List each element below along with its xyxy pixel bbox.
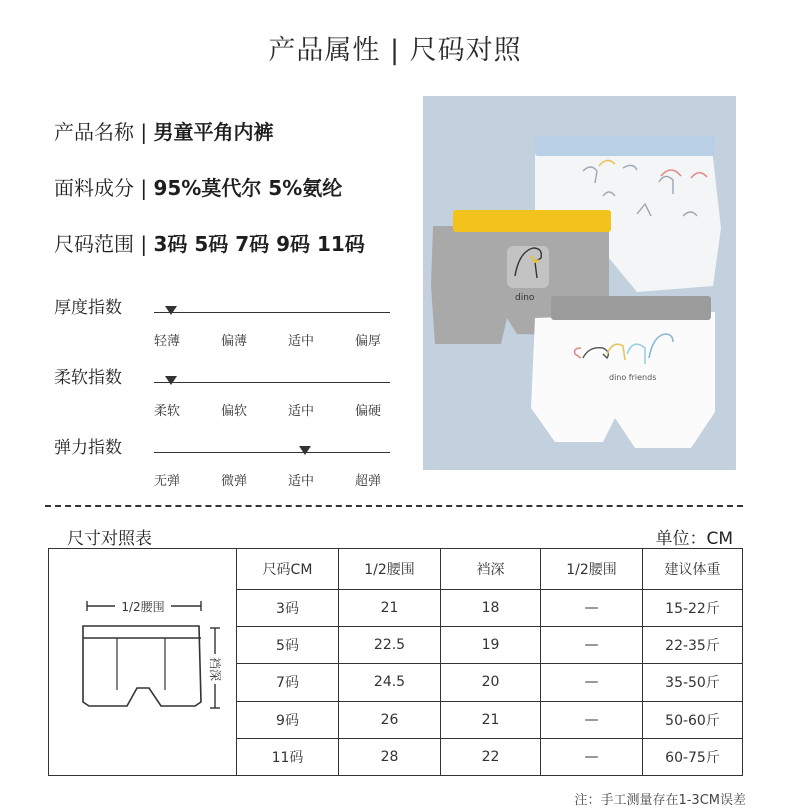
underwear-illustration bbox=[423, 96, 736, 470]
table-cell: 3码 bbox=[237, 590, 339, 627]
scale-tick: 偏软 bbox=[221, 404, 248, 419]
size-diagram-cell bbox=[49, 549, 237, 776]
table-cell: 50-60斤 bbox=[643, 701, 743, 738]
scale-tick: 偏硬 bbox=[355, 404, 382, 419]
table-cell: 18 bbox=[441, 590, 541, 627]
attr-size-range bbox=[54, 228, 365, 257]
scale-tick: 轻薄 bbox=[154, 334, 181, 349]
attr-value: 95%莫代尔 5%氨纶 bbox=[153, 176, 343, 200]
scale-tick: 偏薄 bbox=[221, 334, 248, 349]
scale-tick: 适中 bbox=[288, 404, 315, 419]
scale-softness bbox=[54, 363, 394, 423]
page-title: 产品属性 | 尺码对照 bbox=[268, 35, 522, 66]
scale-pointer-icon bbox=[165, 306, 177, 315]
attr-value: 3码 5码 7码 9码 11码 bbox=[153, 232, 365, 256]
table-cell: 21 bbox=[441, 701, 541, 738]
dino-print-text: dino bbox=[515, 293, 535, 303]
attr-label: 产品名称 | bbox=[54, 120, 154, 144]
scale-pointer-icon bbox=[299, 446, 311, 455]
table-cell: 5码 bbox=[237, 627, 339, 664]
table-cell: 11码 bbox=[237, 738, 339, 775]
diagram-width-label: 1/2腰围 bbox=[120, 600, 165, 614]
table-cell: 22-35斤 bbox=[643, 627, 743, 664]
measurement-note: 注：手工测量存在1-3CM误差 bbox=[574, 793, 746, 808]
column-header: 裆深 bbox=[441, 549, 541, 590]
scale-pointer-icon bbox=[165, 376, 177, 385]
table-cell: 7码 bbox=[237, 664, 339, 701]
column-header: 1/2腰围 bbox=[541, 549, 643, 590]
scale-tick: 超弹 bbox=[355, 474, 382, 489]
table-cell: — bbox=[541, 627, 643, 664]
table-cell: 26 bbox=[339, 701, 441, 738]
product-photo bbox=[423, 96, 736, 470]
scale-line bbox=[154, 312, 390, 313]
scale-tick: 适中 bbox=[288, 474, 315, 489]
scale-tick: 微弹 bbox=[221, 474, 248, 489]
underwear-white-gray bbox=[531, 296, 715, 448]
table-cell: — bbox=[541, 590, 643, 627]
table-cell: 60-75斤 bbox=[643, 738, 743, 775]
column-header: 1/2腰围 bbox=[339, 549, 441, 590]
size-table-title: 尺寸对照表 bbox=[67, 529, 152, 549]
table-cell: 19 bbox=[441, 627, 541, 664]
attr-product-name bbox=[54, 116, 273, 145]
table-cell: — bbox=[541, 664, 643, 701]
attr-fabric bbox=[54, 172, 342, 201]
scale-label: 弹力指数 bbox=[54, 438, 122, 458]
table-cell: 21 bbox=[339, 590, 441, 627]
attr-label: 面料成分 | bbox=[54, 176, 154, 200]
table-cell: 22.5 bbox=[339, 627, 441, 664]
table-cell: 35-50斤 bbox=[643, 664, 743, 701]
table-cell: — bbox=[541, 701, 643, 738]
table-cell: — bbox=[541, 738, 643, 775]
section-divider bbox=[45, 505, 743, 507]
table-cell: 22 bbox=[441, 738, 541, 775]
dino-friends-print-text: dino friends bbox=[609, 373, 657, 382]
table-cell: 28 bbox=[339, 738, 441, 775]
table-cell: 20 bbox=[441, 664, 541, 701]
scale-elasticity bbox=[54, 433, 394, 493]
size-diagram bbox=[53, 550, 233, 770]
attr-label: 尺码范围 | bbox=[54, 232, 154, 256]
scale-line bbox=[154, 382, 390, 383]
attr-value: 男童平角内裤 bbox=[153, 120, 274, 144]
table-cell: 15-22斤 bbox=[643, 590, 743, 627]
table-cell: 9码 bbox=[237, 701, 339, 738]
table-cell: 24.5 bbox=[339, 664, 441, 701]
size-table-unit: 单位：CM bbox=[655, 529, 733, 549]
size-table bbox=[48, 548, 743, 776]
scale-label: 柔软指数 bbox=[54, 368, 122, 388]
scale-tick: 适中 bbox=[288, 334, 315, 349]
scale-tick: 无弹 bbox=[154, 474, 181, 489]
table-header-row bbox=[49, 549, 743, 590]
diagram-depth-label: 裆深 bbox=[207, 656, 222, 682]
scale-tick: 柔软 bbox=[154, 404, 181, 419]
column-header: 尺码CM bbox=[237, 549, 339, 590]
scale-thickness bbox=[54, 293, 394, 353]
scale-label: 厚度指数 bbox=[54, 298, 122, 318]
scale-line bbox=[154, 452, 390, 453]
scale-tick: 偏厚 bbox=[355, 334, 382, 349]
column-header: 建议体重 bbox=[643, 549, 743, 590]
